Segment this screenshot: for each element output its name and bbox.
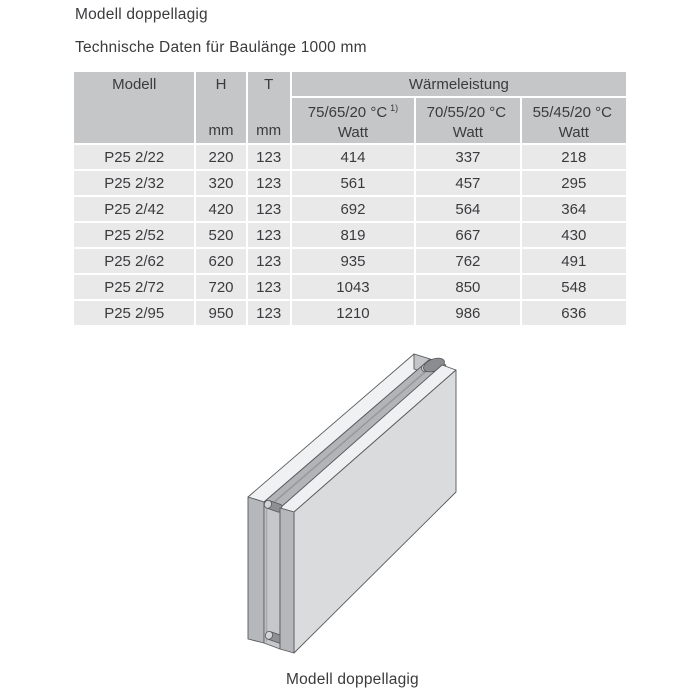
page-subtitle: Technische Daten für Baulänge 1000 mm	[75, 39, 367, 56]
table-row	[74, 249, 626, 273]
cell-model: P25 2/72	[74, 275, 194, 299]
cell-w75: 935	[292, 249, 414, 273]
header-power-55	[522, 98, 626, 143]
cell-w75: 561	[292, 171, 414, 195]
cell-h: 320	[196, 171, 245, 195]
power-70-temp: 70/55/20 °C	[426, 104, 507, 121]
cell-model: P25 2/22	[74, 145, 194, 169]
cell-h: 220	[196, 145, 245, 169]
cell-w70: 850	[416, 275, 519, 299]
power-55-unit: Watt	[558, 124, 589, 141]
cell-h: 950	[196, 301, 245, 325]
header-power-70	[416, 98, 519, 143]
cell-w55: 636	[522, 301, 626, 325]
cell-w55: 430	[522, 223, 626, 247]
cell-w55: 364	[522, 197, 626, 221]
cell-w75: 692	[292, 197, 414, 221]
technical-data-table	[72, 70, 628, 327]
table-row	[74, 275, 626, 299]
cell-model: P25 2/62	[74, 249, 194, 273]
cell-w70: 986	[416, 301, 519, 325]
header-h-unit: mm	[208, 122, 234, 139]
header-h-label: H	[215, 76, 227, 93]
page-title: Modell doppellagig	[75, 6, 208, 23]
footnote-marker: 1)	[390, 103, 399, 113]
cell-h: 620	[196, 249, 245, 273]
cell-w75: 1210	[292, 301, 414, 325]
cell-h: 420	[196, 197, 245, 221]
header-model	[74, 72, 194, 143]
cell-w70: 564	[416, 197, 519, 221]
cell-t: 123	[248, 249, 290, 273]
header-power-75	[292, 98, 414, 143]
cell-h: 720	[196, 275, 245, 299]
power-75-unit: Watt	[337, 124, 369, 141]
cell-model: P25 2/52	[74, 223, 194, 247]
power-75-temp: 75/65/20 °C	[307, 104, 388, 121]
cell-w75: 819	[292, 223, 414, 247]
cell-t: 123	[248, 145, 290, 169]
header-power-group: Wärmeleistung	[292, 72, 626, 96]
cell-w55: 491	[522, 249, 626, 273]
cell-w55: 295	[522, 171, 626, 195]
cell-t: 123	[248, 171, 290, 195]
cell-model: P25 2/95	[74, 301, 194, 325]
header-model-label: Modell	[112, 76, 157, 93]
power-70-unit: Watt	[452, 124, 484, 141]
cell-w55: 218	[522, 145, 626, 169]
radiator-isometric-drawing	[236, 348, 474, 664]
header-h	[196, 72, 245, 143]
header-t-label: T	[264, 76, 274, 93]
cell-w70: 457	[416, 171, 519, 195]
cell-w55: 548	[522, 275, 626, 299]
table-row	[74, 171, 626, 195]
table-row	[74, 223, 626, 247]
cell-model: P25 2/42	[74, 197, 194, 221]
table-row	[74, 197, 626, 221]
cell-w70: 762	[416, 249, 519, 273]
cell-t: 123	[248, 301, 290, 325]
cell-t: 123	[248, 275, 290, 299]
cell-t: 123	[248, 197, 290, 221]
power-55-temp: 55/45/20 °C	[532, 104, 612, 121]
cell-model: P25 2/32	[74, 171, 194, 195]
cell-w70: 337	[416, 145, 519, 169]
figure-caption: Modell doppellagig	[286, 671, 419, 688]
cell-w75: 414	[292, 145, 414, 169]
header-t-unit: mm	[256, 122, 282, 139]
cell-h: 520	[196, 223, 245, 247]
cell-w75: 1043	[292, 275, 414, 299]
cell-t: 123	[248, 223, 290, 247]
cell-w70: 667	[416, 223, 519, 247]
table-row	[74, 301, 626, 325]
table-row	[74, 145, 626, 169]
header-t	[248, 72, 290, 143]
